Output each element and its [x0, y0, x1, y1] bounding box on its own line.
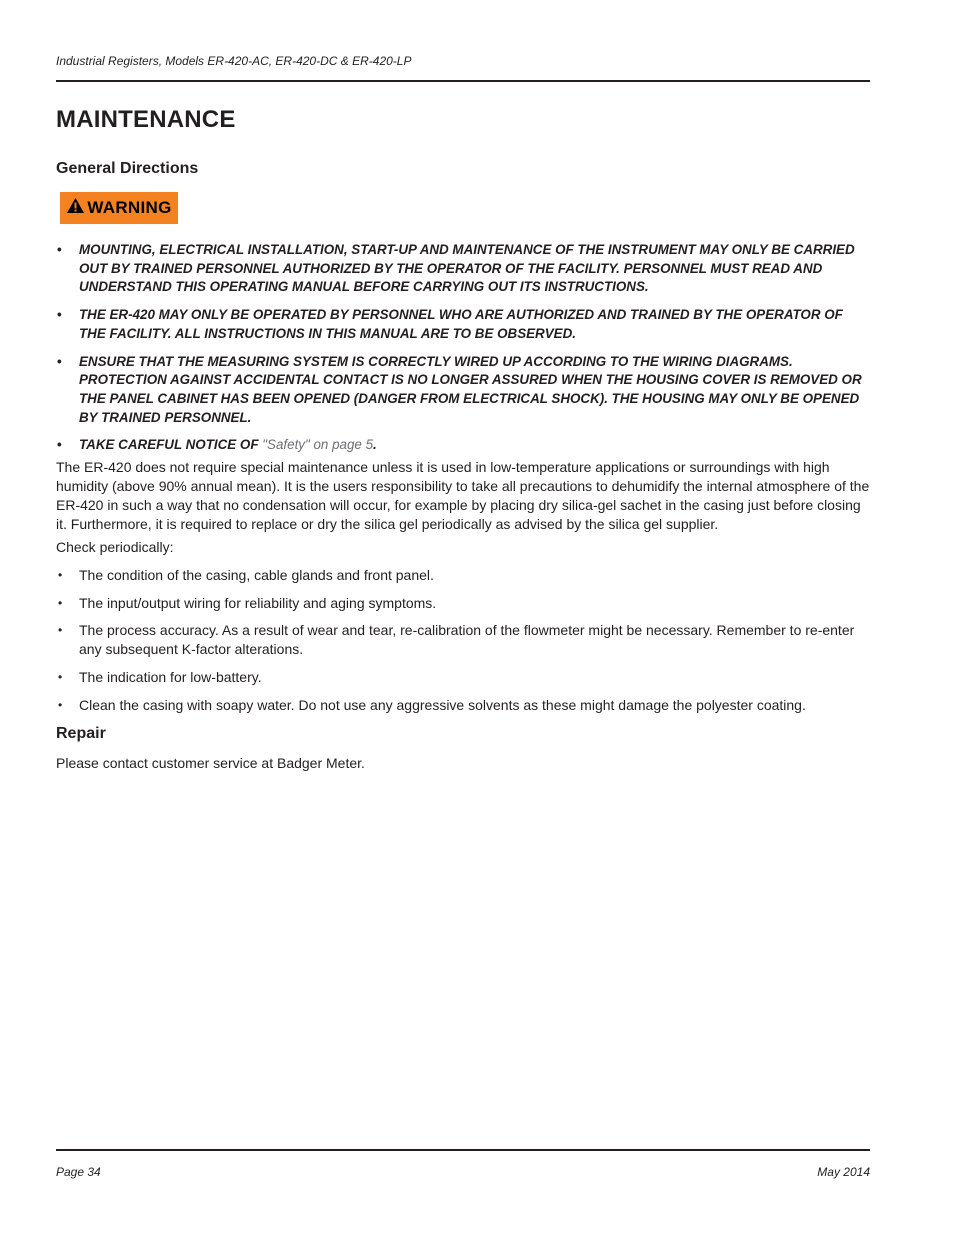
bullet: •	[58, 568, 63, 582]
check-text: The process accuracy. As a result of wear and tear, re-calibration of the flowmeter might be necessary. Remember to re-enter any subsequent K-factor alterations.	[79, 622, 855, 658]
check-intro: Check periodically:	[56, 539, 174, 555]
page-number: Page 34	[56, 1165, 101, 1179]
running-header: Industrial Registers, Models ER-420-AC, ER-420-DC & ER-420-LP	[56, 54, 412, 68]
notice-suffix: .	[373, 437, 377, 453]
bullet: •	[57, 353, 62, 369]
warning-triangle-icon	[66, 197, 85, 219]
check-text: The condition of the casing, cable glands and front panel.	[79, 567, 434, 583]
warning-label: WARNING	[87, 198, 172, 217]
check-item	[56, 621, 870, 659]
check-item	[56, 594, 870, 613]
bullet: •	[58, 670, 63, 685]
document-page	[56, 0, 870, 1235]
bullet: •	[57, 307, 62, 323]
check-list	[56, 566, 870, 723]
general-directions-heading: General Directions	[56, 160, 199, 177]
check-text: The indication for low-battery.	[79, 669, 262, 686]
repair-text: Please contact customer service at Badger Meter.	[56, 755, 365, 771]
check-item	[56, 566, 870, 585]
check-item	[56, 668, 870, 687]
warning-item-notice	[56, 436, 870, 455]
safety-page-link[interactable]: "Safety" on page 5	[262, 437, 374, 453]
warning-item	[56, 241, 870, 297]
warning-badge	[60, 192, 178, 224]
footer-rule	[56, 1149, 870, 1151]
bullet: •	[58, 595, 63, 610]
warning-list	[56, 241, 870, 464]
bullet: •	[58, 623, 63, 638]
bullet: •	[58, 697, 63, 712]
check-item	[56, 696, 870, 715]
warning-text: THE ER-420 MAY ONLY BE OPERATED BY PERSONNEL WHO ARE AUTHORIZED AND TRAINED BY THE OPERATOR OF THE FACILITY. ALL INSTRUCTIONS IN THIS MANUAL ARE TO BE OBSERVED.	[79, 307, 843, 341]
check-text: The input/output wiring for reliability and aging symptoms.	[79, 594, 437, 611]
bullet: •	[57, 437, 62, 453]
publication-date: May 2014	[817, 1165, 870, 1179]
maintenance-paragraph: The ER-420 does not require special maintenance unless it is used in low-temperature applications or surroundings with high humidity (above 90% annual mean). It is the users responsibility to take all precautions to dehumidify the internal atmosphere of the ER-420 in such a way that no condensation will occur, for example by placing dry silica-gel sachet in the casing just before closing it. Furthermore, it is required to replace or dry the silica gel periodically as advised by the silica gel supplier.	[56, 459, 870, 532]
warning-text: ENSURE THAT THE MEASURING SYSTEM IS CORRECTLY WIRED UP ACCORDING TO THE WIRING DIAGRAMS. PROTECTION AGAINST ACCIDENTAL CONTACT IS NO LONGER ASSURED WHEN THE HOUSING COVER IS REMOVED OR THE PANEL CABINET HAS BEEN OPENED (DANGER FROM ELECTRICAL SHOCK). THE HOUSING MAY ONLY BE OPENED BY TRAINED PERSONNEL.	[79, 353, 862, 425]
repair-heading: Repair	[56, 725, 106, 742]
warning-item	[56, 306, 870, 343]
notice-prefix: TAKE CAREFUL NOTICE OF	[79, 437, 259, 453]
warning-item	[56, 353, 870, 428]
bullet: •	[57, 242, 62, 257]
check-text: Clean the casing with soapy water. Do not use any aggressive solvents as these might damage the polyester coating.	[79, 696, 806, 713]
section-title: MAINTENANCE	[56, 106, 236, 133]
warning-text: MOUNTING, ELECTRICAL INSTALLATION, START-UP AND MAINTENANCE OF THE INSTRUMENT MAY ONLY BE CARRIED OUT BY TRAINED PERSONNEL AUTHORIZED BY THE OPERATOR OF THE FACILITY. PERSONNEL MUST READ AND UNDERSTAND THIS OPERATING MANUAL BEFORE CARRYING OUT ITS INSTRUCTIONS.	[79, 242, 855, 295]
header-rule	[56, 80, 870, 82]
